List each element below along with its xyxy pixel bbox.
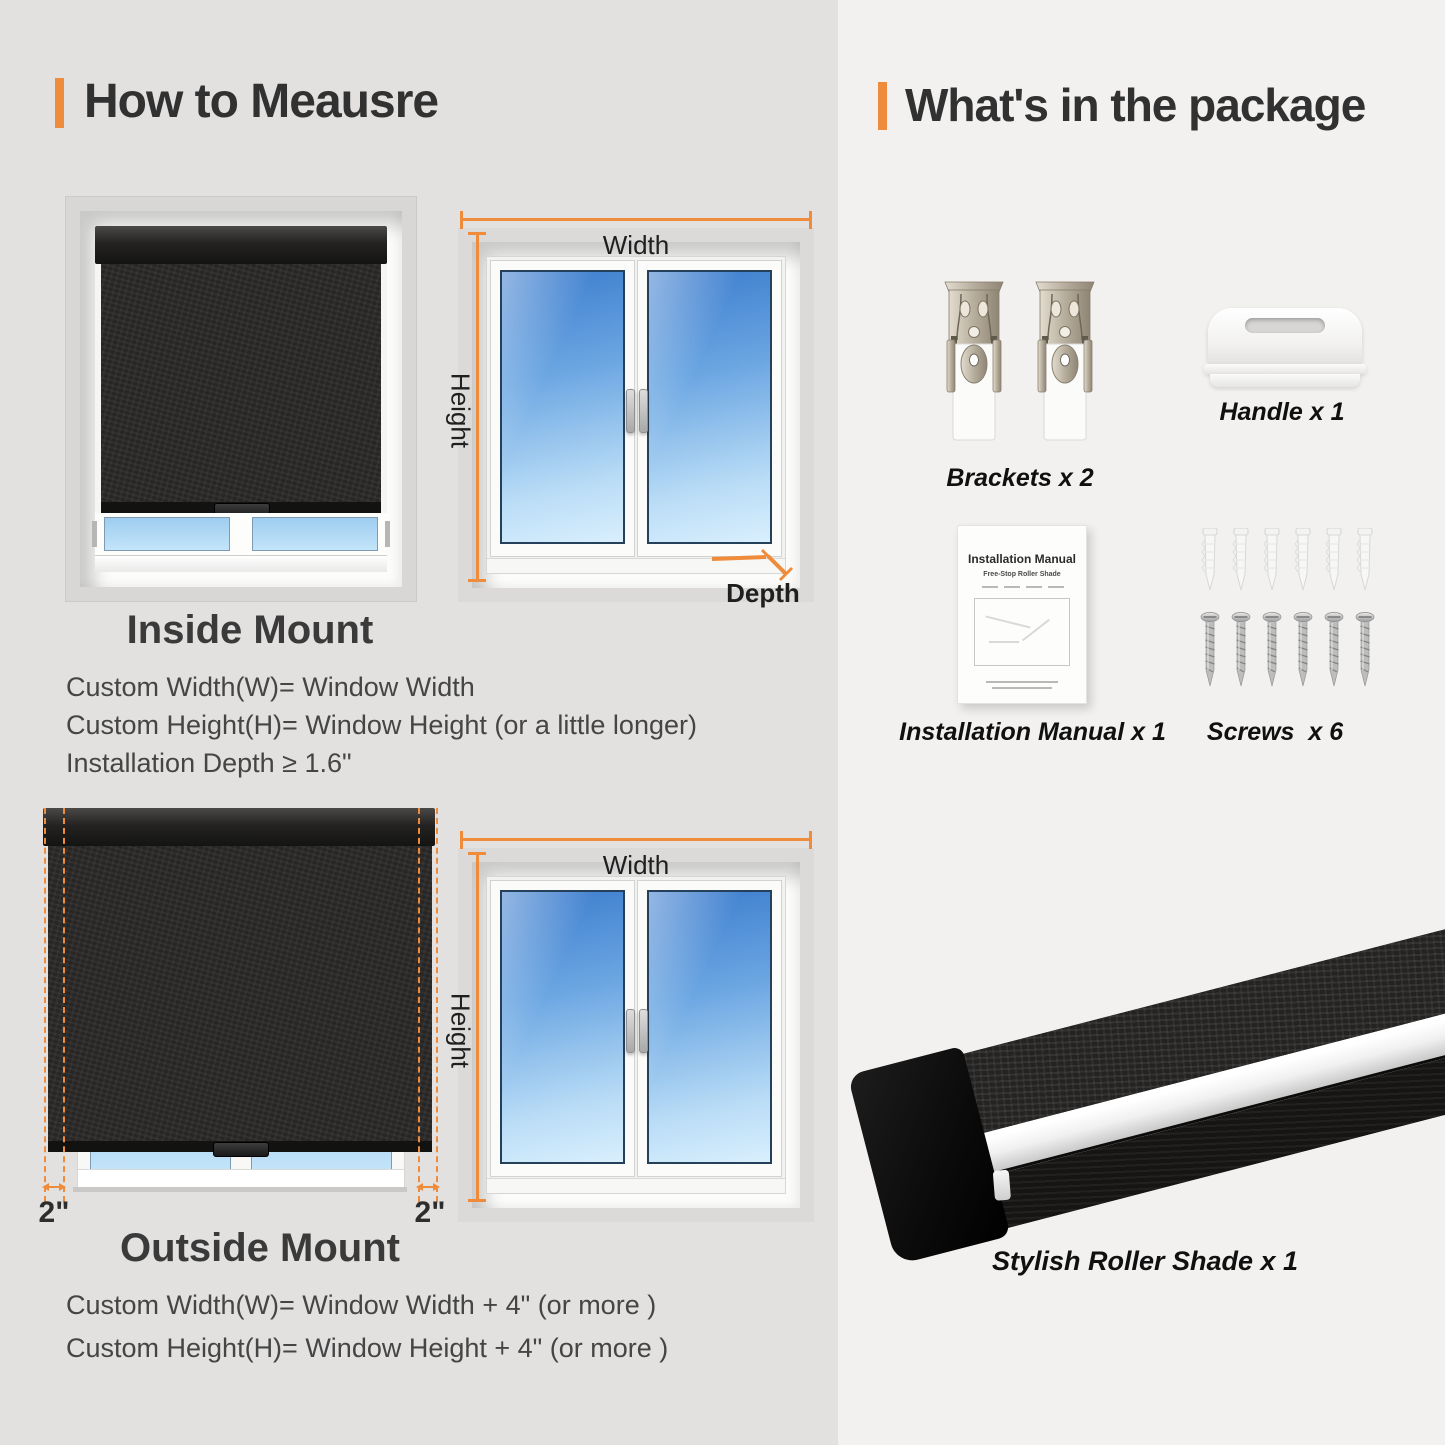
handle-label: Handle x 1 (1219, 398, 1345, 426)
installation-manual-icon (957, 525, 1087, 704)
outside-mount-heading: Outside Mount (120, 1226, 400, 1270)
width-measure-line (460, 218, 812, 221)
measure-window-inside (445, 228, 814, 608)
manual-cover-line (982, 586, 998, 588)
outside-mount-note-2: Custom Height(H)= Window Height + 4" (or more ) (66, 1333, 669, 1363)
measure-tick (809, 211, 812, 229)
screws-and-anchors-icon (1200, 528, 1400, 728)
door-handle (639, 389, 648, 433)
manual-cover-line (992, 687, 1052, 689)
handle-icon (1208, 308, 1362, 364)
dashed-guide (63, 808, 65, 1202)
accent-bar-right (878, 82, 887, 130)
shade-pull-tab (213, 1142, 269, 1157)
tube-end-highlight (993, 1170, 1011, 1201)
window-door-left (490, 880, 635, 1177)
manual-cover-line (1026, 586, 1042, 588)
window-sill (487, 1178, 785, 1193)
shade-cassette (43, 808, 435, 846)
shade-cassette (95, 226, 387, 264)
roller-shade-fabric (101, 264, 381, 513)
manual-cover-line (986, 681, 1058, 683)
measure-tick (809, 831, 812, 849)
gap-label-right: 2" (414, 1196, 446, 1229)
measure-window-outside (445, 848, 814, 1222)
inside-mount-note-1: Custom Width(W)= Window Width (66, 672, 475, 702)
outside-mount-note-1: Custom Width(W)= Window Width + 4" (or more ) (66, 1290, 657, 1320)
manual-cover-subtitle: Free-Stop Roller Shade (983, 571, 1061, 578)
screws-label: Screws x 6 (1206, 718, 1344, 746)
door-handle (639, 1009, 648, 1053)
roller-shade-product-image (845, 862, 1445, 1282)
window-glass (647, 890, 772, 1164)
window-door-left (490, 260, 635, 557)
window-sill (78, 1169, 404, 1188)
window-sill (95, 555, 387, 572)
door-handle (626, 1009, 635, 1053)
window-frame (486, 876, 786, 1194)
window-glass-row (95, 513, 387, 556)
measure-tick (468, 232, 486, 235)
roller-shade-cassette (861, 914, 1445, 1255)
dashed-guide (44, 808, 46, 1202)
window-hinge (385, 521, 390, 547)
measure-tick (468, 1199, 486, 1202)
sill-shadow (73, 1187, 407, 1192)
height-label: Height (445, 992, 476, 1069)
width-measure-line (460, 838, 812, 841)
inside-mount-note-2: Custom Height(H)= Window Height (or a little longer) (66, 710, 697, 740)
window-door-right (637, 260, 782, 557)
dashed-guide (418, 808, 420, 1202)
window-hinge (92, 521, 97, 547)
manual-cover-line (1048, 586, 1064, 588)
width-label: Width (602, 850, 670, 880)
gap-arrow (416, 1180, 440, 1194)
mounting-bracket-icon (1032, 278, 1098, 446)
window-pane (252, 517, 378, 551)
width-label: Width (602, 230, 670, 260)
brackets-label: Brackets x 2 (946, 464, 1094, 492)
measure-tick (468, 579, 486, 582)
inside-mount-note-3: Installation Depth ≥ 1.6" (66, 748, 352, 778)
measure-tick (460, 831, 463, 849)
height-label: Height (445, 372, 476, 449)
window-frame (486, 256, 786, 574)
manual-cover-title: Installation Manual (967, 552, 1076, 566)
accent-bar-left (55, 78, 64, 128)
left-section-title: How to Meausre (84, 75, 439, 128)
window-glass (500, 270, 625, 544)
mounting-bracket-icon (941, 278, 1007, 446)
height-measure-line (476, 854, 479, 1200)
height-measure-line (476, 234, 479, 580)
installation-manual-label: Installation Manual x 1 (899, 718, 1166, 746)
right-section-title: What's in the package (905, 79, 1366, 131)
handle-ridge (1204, 364, 1366, 374)
manual-cover-line (1004, 586, 1020, 588)
dashed-guide (436, 808, 438, 1202)
roller-shade-fabric (48, 846, 432, 1152)
manual-cover-diagram (974, 598, 1070, 666)
inside-mount-illustration (65, 196, 417, 602)
window-frame (95, 226, 387, 572)
handle-ridge (1210, 374, 1360, 387)
measure-tick (460, 211, 463, 229)
inside-mount-heading: Inside Mount (126, 608, 374, 652)
gap-arrow (42, 1180, 66, 1194)
depth-label: Depth (726, 578, 800, 608)
window-glass (647, 270, 772, 544)
outside-mount-illustration (40, 800, 480, 1240)
measure-tick (468, 852, 486, 855)
window-door-right (637, 880, 782, 1177)
window-pane (104, 517, 230, 551)
window-glass (500, 890, 625, 1164)
roller-shade-label: Stylish Roller Shade x 1 (991, 1246, 1299, 1276)
gap-label-left: 2" (38, 1196, 70, 1229)
handle-slot (1245, 318, 1325, 333)
door-handle (626, 389, 635, 433)
